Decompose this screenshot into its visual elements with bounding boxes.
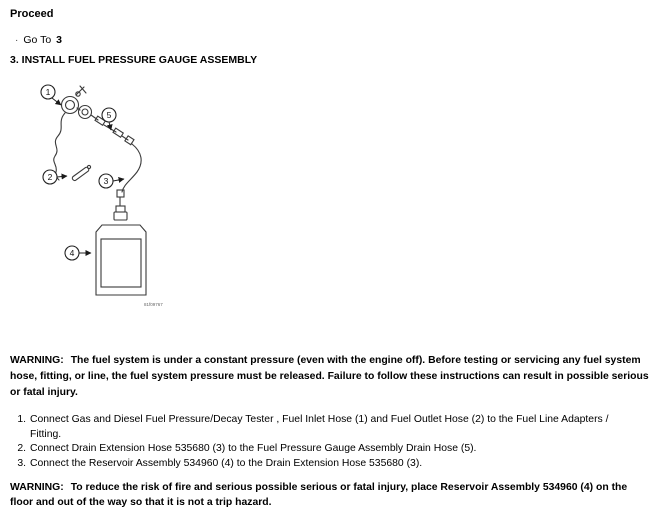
callout-5: 5 xyxy=(106,110,112,120)
warning-label: WARNING: xyxy=(10,482,64,493)
gauge-assembly-drawing xyxy=(54,86,146,295)
step-number: 1. xyxy=(17,414,26,425)
warning-text: The fuel system is under a constant pressure (even with the engine off). Before testing or servicing any fuel system hose, fitting, or line, the fuel system pressure must be released. Failure to follow these instructions can result in possible serious or fatal injury. xyxy=(10,355,649,398)
warning-fuel-pressure xyxy=(10,353,650,401)
callout-1: 1 xyxy=(45,87,51,97)
goto-link[interactable] xyxy=(15,34,62,46)
step-text: Connect Drain Extension Hose 535680 (3) to the Fuel Pressure Gauge Assembly Drain Hose (5). xyxy=(30,443,477,454)
procedure-step-3 xyxy=(14,457,640,472)
goto-bullet: · xyxy=(15,34,19,46)
figure-code: 81f09767 xyxy=(144,302,163,307)
callout-3: 3 xyxy=(103,176,109,186)
proceed-heading: Proceed xyxy=(10,8,54,20)
step-text: Connect the Reservoir Assembly 534960 (4) to the Drain Extension Hose 535680 (3). xyxy=(30,457,423,469)
callout-4: 4 xyxy=(69,248,75,258)
warning-text: To reduce the risk of fire and serious possible serious or fatal injury, place Reservoir Assembly 534960 (4) on the floor and out of the way so that it is not a trip hazard. xyxy=(10,482,628,508)
section-heading: 3. INSTALL FUEL PRESSURE GAUGE ASSEMBLY xyxy=(10,54,258,66)
callout-2: 2 xyxy=(47,172,53,182)
assembly-diagram xyxy=(32,82,182,317)
step-number: 3. xyxy=(17,457,26,469)
adapter-part-drawing xyxy=(72,165,91,181)
fuel-pressure-gauge-assembly-figure xyxy=(32,82,182,317)
step-number: 2. xyxy=(17,443,26,454)
procedure-step-1 xyxy=(14,413,640,442)
warning-trip-hazard xyxy=(10,480,650,510)
procedure-steps xyxy=(14,413,640,471)
goto-label: Go To xyxy=(23,34,52,46)
warning-label: WARNING: xyxy=(10,355,64,366)
step-text: Connect Gas and Diesel Fuel Pressure/Decay Tester , Fuel Inlet Hose (1) and Fuel Outlet Hose (2) to the Fuel Line Adapters / Fitting. xyxy=(30,414,609,440)
goto-target: 3 xyxy=(56,34,63,46)
procedure-step-2 xyxy=(14,442,640,457)
